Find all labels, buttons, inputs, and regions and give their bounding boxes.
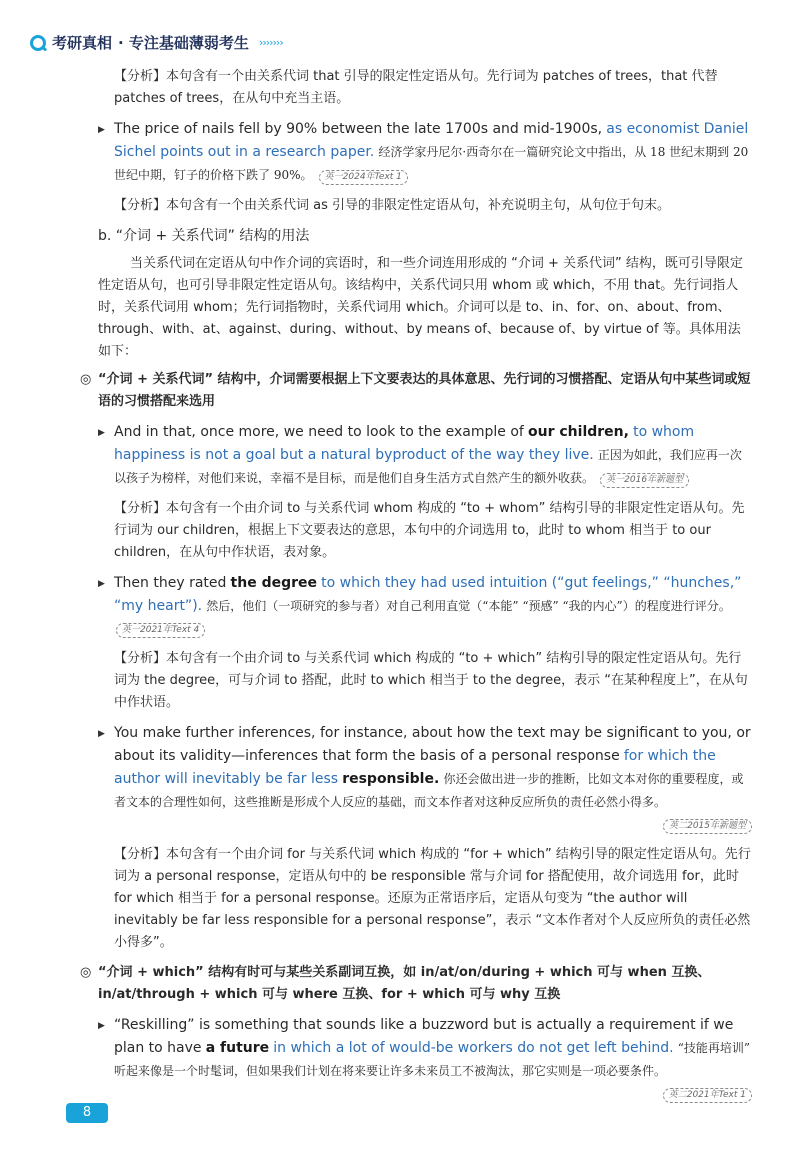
section-b-paragraph: 当关系代词在定语从句中作介词的宾语时，和一些介词连用形成的 “介词 + 关系代词” 结构，既可引导限定性定语从句，也可引导非限定性定语从句。该结构中，关系代词只用 whom 或 which，不用 that。先行词指人时，关系代词用 whom；先行词指物时，关系代词用 which。介词可以是 to、in、for、on、about、from、through、with、at、against、during、without、by means of、because of、by virtue of 等。具体用法如下： bbox=[98, 256, 743, 359]
triangle-bullet-icon: ▶ bbox=[98, 428, 105, 438]
example-3-clause: to which they had used intuition (“gut feelings,” “hunches,” “my heart”). bbox=[114, 575, 742, 614]
rule-point-1-text: “介词 + 关系代词” 结构中，介词需要根据上下文要表达的具体意思、先行词的习惯搭配、定语从句中某些词或短语的习惯搭配来选用 bbox=[98, 372, 751, 409]
example-1-lead: The price of nails fell by 90% between the late 1700s and mid-1900s, bbox=[114, 121, 603, 137]
example-4-clause: for which the author will inevitably be far less bbox=[114, 748, 716, 787]
search-logo-icon bbox=[30, 35, 46, 51]
analysis-3: 【分析】本句含有一个由介词 to 与关系代词 whom 构成的 “to + whom” 结构引导的非限定性定语从句。先行词为 our children，根据上下文要表达的意思，本句中的介词选用 to，此时 to whom 相当于 to our children，在从句中作状语，表对象。 bbox=[114, 501, 745, 560]
triangle-bullet-icon: ▶ bbox=[98, 125, 105, 135]
example-item-1 bbox=[0, 118, 800, 187]
example-4-lead: You make further inferences, for instance, about how the text may be significant to you, or about its validity—inferences that form the basis of a personal response bbox=[114, 725, 751, 764]
example-5-translation: “技能再培训” 听起来像是一个时髦词，但如果我们计划在将来要让许多未来员工不被淘汰，那它实则是一项必要条件。 bbox=[114, 1041, 750, 1078]
page-content bbox=[0, 66, 800, 1113]
source-tag: 英二2015年新题型 bbox=[663, 819, 752, 834]
example-5-clause: in which a lot of would-be workers do not get left behind. bbox=[273, 1040, 674, 1056]
example-3-translation: 然后，他们（一项研究的参与者）对自己利用直觉（“本能” “预感” “我的内心”）的程度进行评分。 bbox=[206, 599, 731, 613]
circle-bullet-icon: ◎ bbox=[80, 372, 92, 387]
example-5-antecedent: a future bbox=[205, 1040, 270, 1056]
source-tag: 英一2024年Text 1 bbox=[319, 170, 408, 185]
triangle-bullet-icon: ▶ bbox=[98, 1021, 105, 1031]
example-3-lead: Then they rated bbox=[114, 575, 227, 591]
analysis-5: 【分析】本句含有一个由介词 for 与关系代词 which 构成的 “for + which” 结构引导的限定性定语从句。先行词为 a personal response，定语从句中的 be responsible 常与介词 for 搭配使用，故介词选用 for，此时 for which 相当于 for a personal response。还原为正常语序后，定语从句变为 “the author will inevitably be far less responsible for a personal response”，表示 “文本作者对个人反应所负的责任必然小得多”。 bbox=[114, 847, 751, 950]
brand-name: 考研真相 bbox=[52, 34, 113, 52]
analysis-1: 【分析】本句含有一个由关系代词 that 引导的限定性定语从句。先行词为 patches of trees，that 代替 patches of trees，在从句中充当主语。 bbox=[114, 69, 718, 106]
analysis-4: 【分析】本句含有一个由介词 to 与关系代词 which 构成的 “to + which” 结构引导的限定性定语从句。先行词为 the degree，可与介词 to 搭配，此时 to which 相当于 to the degree，表示 “在某种程度上”，在从句中作状语。 bbox=[114, 651, 748, 710]
triangle-bullet-icon: ▶ bbox=[98, 579, 105, 589]
rule-point-2-text: “介词 + which” 结构有时可与某些关系副词互换，如 in/at/on/during + which 可与 when 互换、in/at/through + which 可与 where 互换、for + which 可与 why 互换 bbox=[98, 965, 711, 1002]
example-2-antecedent: our children, bbox=[528, 424, 629, 440]
example-5-lead: “Reskilling” is something that sounds like a buzzword but is actually a requirement if we plan to have bbox=[114, 1017, 734, 1056]
source-tag: 英二2021年Text 1 bbox=[663, 1088, 752, 1103]
example-item-3 bbox=[0, 572, 800, 640]
example-item-4 bbox=[0, 722, 800, 836]
example-3-antecedent: the degree bbox=[230, 575, 318, 591]
example-4-bold: responsible. bbox=[342, 771, 440, 787]
section-b-title: b. “介词 + 关系代词” 结构的用法 bbox=[98, 228, 310, 244]
example-1-clause: as economist Daniel Sichel points out in a research paper. bbox=[114, 121, 749, 160]
page-header bbox=[30, 32, 283, 53]
source-tag: 英一2021年Text 4 bbox=[116, 623, 205, 638]
brand-slogan: · 专注基础薄弱考生 bbox=[118, 34, 249, 52]
triangle-bullet-icon: ▶ bbox=[98, 729, 105, 739]
source-tag: 英一2016年新题型 bbox=[600, 473, 689, 488]
rule-point-1 bbox=[0, 369, 800, 413]
example-2-translation: 正因为如此，我们应再一次以孩子为榜样，对他们来说，幸福不是目标，而是他们自身生活方式自然产生的额外收获。 bbox=[114, 448, 742, 485]
example-item-2 bbox=[0, 421, 800, 490]
page-number: 8 bbox=[66, 1103, 108, 1123]
circle-bullet-icon: ◎ bbox=[80, 965, 92, 980]
example-2-lead: And in that, once more, we need to look to the example of bbox=[114, 424, 524, 440]
example-4-translation: 你还会做出进一步的推断，比如文本对你的重要程度，或者文本的合理性如何，这些推断是形成个人反应的基础，而文本作者对这种反应所负的责任必然小得多。 bbox=[114, 772, 744, 809]
rule-point-2 bbox=[0, 962, 800, 1006]
example-1-translation: 经济学家丹尼尔·西奇尔在一篇研究论文中指出，从 18 世纪末期到 20 世纪中期，钉子的价格下跌了 90%。 bbox=[114, 145, 749, 182]
example-2-clause: to whom happiness is not a goal but a natural byproduct of the way they live. bbox=[114, 424, 695, 463]
example-item-5 bbox=[0, 1014, 800, 1105]
arrow-decoration-icon: ››››››› bbox=[258, 36, 283, 49]
analysis-2: 【分析】本句含有一个由关系代词 as 引导的非限定性定语从句，补充说明主句，从句位于句末。 bbox=[114, 198, 671, 213]
